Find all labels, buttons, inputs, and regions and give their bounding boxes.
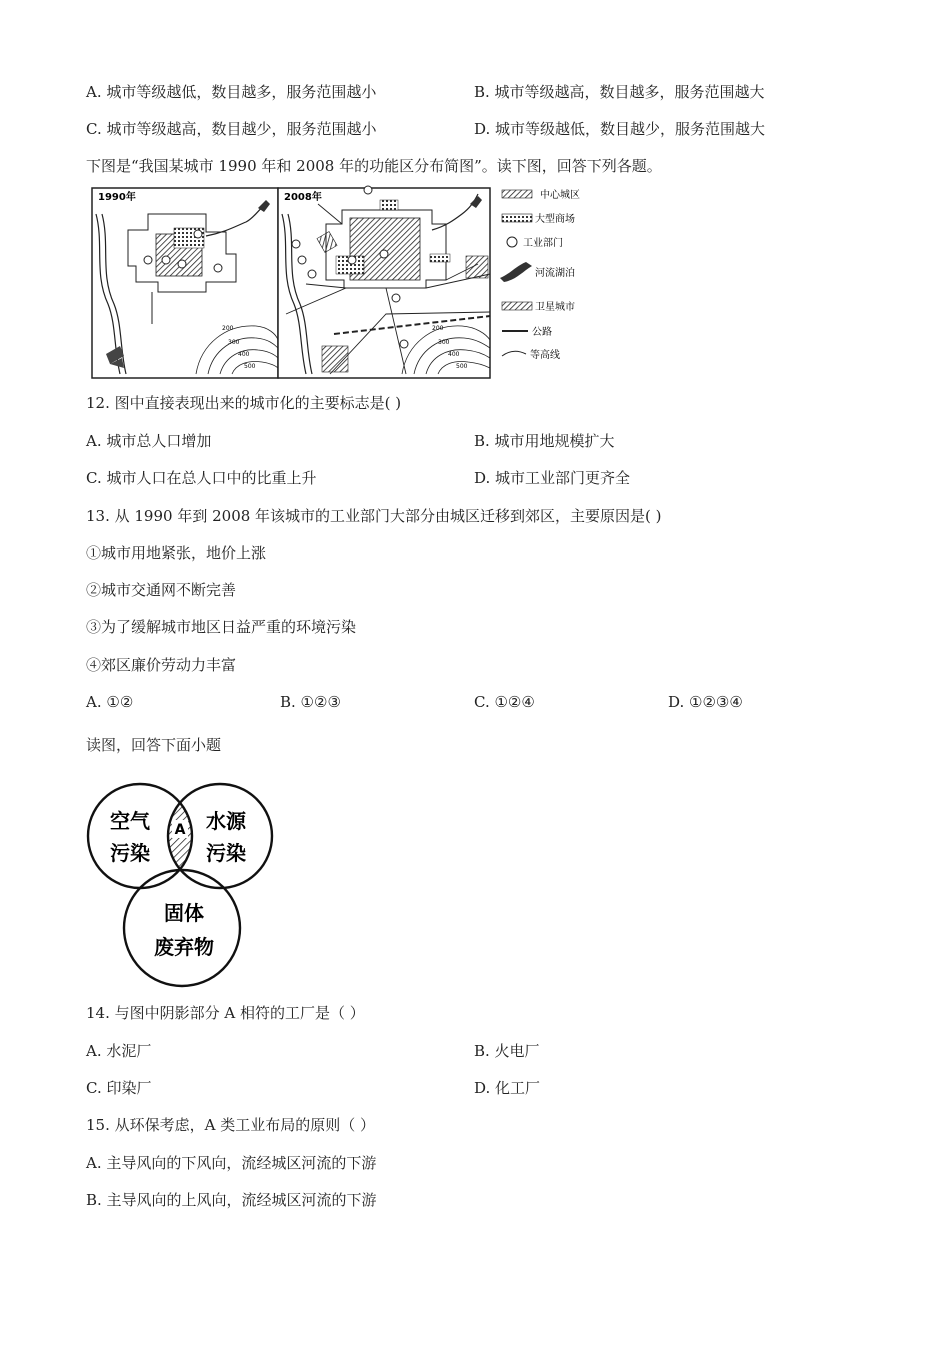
venn-water-line2: 污染 [206,841,246,865]
q15-option-b: B. 主导风向的上风向，流经城区河流的下游 [86,1191,377,1209]
legend-industry-label: 工业部门 [523,238,563,249]
q11-option-a: A. 城市等级越低，数目越多，服务范围越小 [86,83,377,101]
legend-contour-label: 等高线 [530,350,560,361]
q15-stem: 15. 从环保考虑，A 类工业布局的原则（ ） [86,1116,375,1134]
contour-label-2008-300: 300 [438,339,450,346]
q13-stem: 13. 从 1990 年到 2008 年该城市的工业部门大部分由城区迁移到郊区，主要原因是( ) [86,507,662,525]
venn-solid-line2: 废弃物 [154,935,214,959]
q13-statement-2: ②城市交通网不断完善 [86,581,237,599]
contour-label-1990-400: 400 [238,351,250,358]
q14-option-c: C. 印染厂 [86,1079,152,1097]
q11-option-d: D. 城市等级越低，数目越少，服务范围越大 [474,120,766,138]
q12-option-b: B. 城市用地规模扩大 [474,432,615,450]
legend-mall-label: 大型商场 [535,214,575,225]
city-function-map-figure [86,184,596,382]
legend-center-label: 中心城区 [540,190,580,201]
legend-road-label: 公路 [532,327,552,338]
q11-option-c: C. 城市等级越高，数目越少，服务范围越小 [86,120,377,138]
contour-label-2008-200: 200 [432,325,444,332]
map-legend [500,188,580,361]
venn-air-line1: 空气 [110,809,150,833]
venn-solid-line1: 固体 [164,901,204,925]
venn-label-a: A [174,822,186,838]
venn-intro-text: 读图，回答下面小题 [86,736,222,754]
legend-river-label: 河流湖泊 [535,268,575,279]
q13-statement-3: ③为了缓解城市地区日益严重的环境污染 [86,618,357,636]
contour-label-1990-500: 500 [244,363,256,370]
q11-option-b: B. 城市等级越高，数目越多，服务范围越大 [474,83,765,101]
q12-option-d: D. 城市工业部门更齐全 [474,469,631,487]
q15-option-a: A. 主导风向的下风向，流经城区河流的下游 [86,1154,377,1172]
q13-option-c: C. ①②④ [474,693,535,711]
label-2008: 2008年 [284,192,322,203]
map-panel-2008 [278,186,490,378]
q14-stem: 14. 与图中阴影部分 A 相符的工厂是（ ） [86,1004,365,1022]
contour-label-1990-300: 300 [228,339,240,346]
label-1990: 1990年 [98,192,136,203]
venn-air-line2: 污染 [110,841,150,865]
q13-option-a: A. ①② [86,693,134,711]
venn-water-line1: 水源 [206,809,246,833]
q12-option-a: A. 城市总人口增加 [86,432,212,450]
q12-stem: 12. 图中直接表现出来的城市化的主要标志是( ) [86,394,402,412]
q13-statement-1: ①城市用地紧张，地价上涨 [86,544,267,562]
q14-option-d: D. 化工厂 [474,1079,541,1097]
q12-option-c: C. 城市人口在总人口中的比重上升 [86,469,317,487]
q13-option-b: B. ①②③ [280,693,341,711]
contour-label-2008-400: 400 [448,351,460,358]
q14-option-a: A. 水泥厂 [86,1042,152,1060]
pollution-venn-diagram [84,770,284,992]
map-panel-1990 [92,188,278,378]
map-intro-text: 下图是“我国某城市 1990 年和 2008 年的功能区分布简图”。读下图，回答下列各题。 [86,157,662,175]
q14-option-b: B. 火电厂 [474,1042,540,1060]
contour-label-1990-200: 200 [222,325,234,332]
q13-statement-4: ④郊区廉价劳动力丰富 [86,656,237,674]
contour-label-2008-500: 500 [456,363,468,370]
venn-circle-solid [124,870,240,986]
legend-satellite-label: 卫星城市 [535,302,575,313]
q13-option-d: D. ①②③④ [668,693,743,711]
